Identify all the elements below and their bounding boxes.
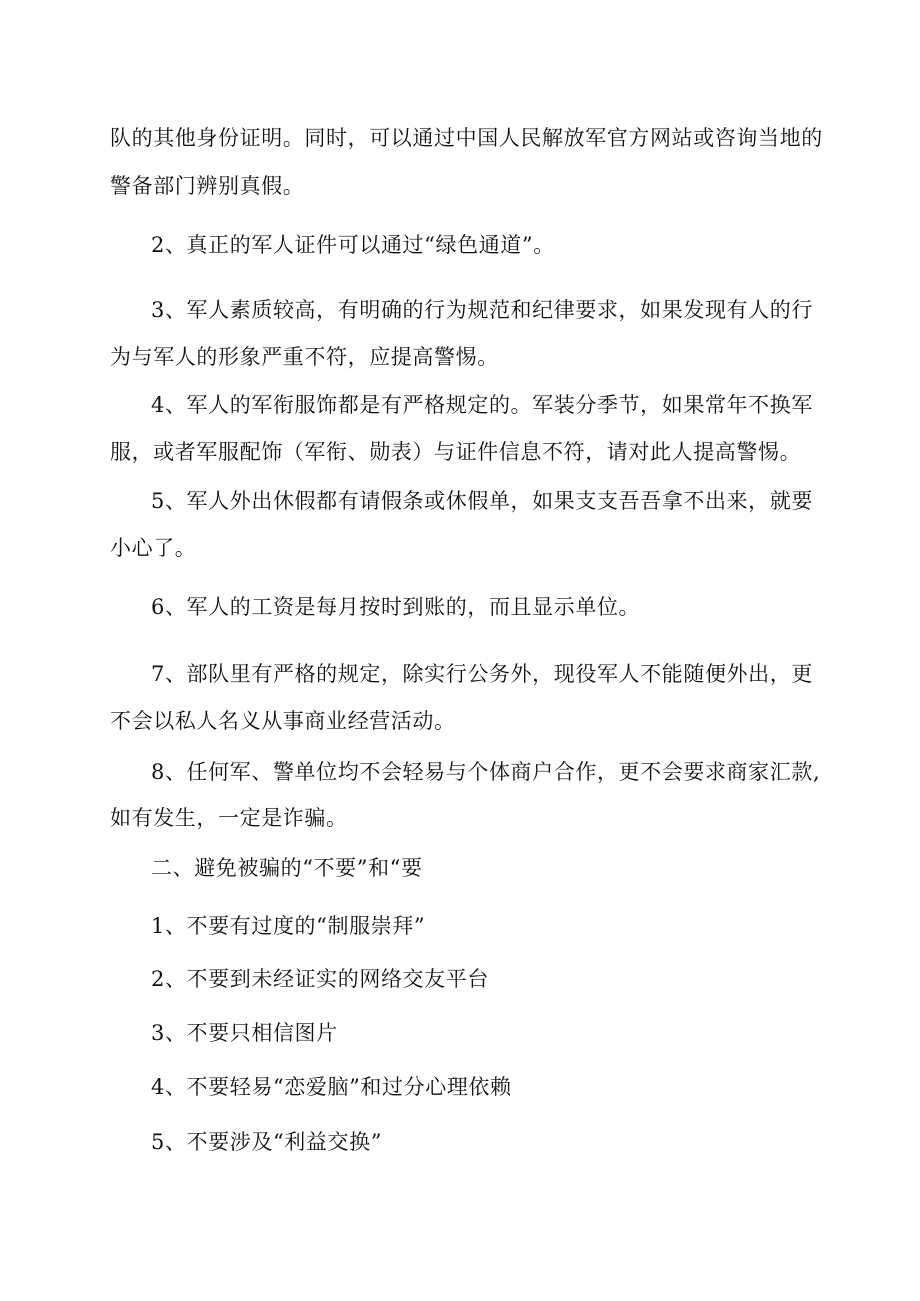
dont-item-5: 5、不要涉及“利益交换” bbox=[151, 1130, 383, 1154]
paragraph-continuation-line-2: 警备部门辨别真假。 bbox=[110, 174, 305, 198]
list-item-6-line-1: 6、军人的工资是每月按时到账的，而且显示单位。 bbox=[151, 595, 641, 619]
dont-item-2: 2、不要到未经证实的网络交友平台 bbox=[151, 967, 489, 991]
dont-item-3: 3、不要只相信图片 bbox=[151, 1021, 338, 1045]
paragraph-continuation-line-1: 队的其他身份证明。同时，可以通过中国人民解放军官方网站或咨询当地的 bbox=[110, 126, 823, 150]
section-heading: 二、避免被骗的“不要”和“要 bbox=[151, 856, 423, 880]
list-item-8-line-2: 如有发生，一定是诈骗。 bbox=[110, 806, 348, 830]
list-item-8-line-1: 8、任何军、警单位均不会轻易与个体商户合作，更不会要求商家汇款, bbox=[151, 760, 821, 784]
list-item-2-line-1: 2、真正的军人证件可以通过“绿色通道”。 bbox=[151, 233, 555, 257]
list-item-5-line-2: 小心了。 bbox=[110, 536, 197, 560]
list-item-3-line-1: 3、军人素质较高，有明确的行为规范和纪律要求，如果发现有人的行 bbox=[151, 298, 813, 322]
list-item-7-line-2: 不会以私人名义从事商业经营活动。 bbox=[110, 709, 456, 733]
list-item-5-line-1: 5、军人外出休假都有请假条或休假单，如果支支吾吾拿不出来，就要 bbox=[151, 489, 813, 513]
list-item-7-line-1: 7、部队里有严格的规定，除实行公务外，现役军人不能随便外出，更 bbox=[151, 662, 813, 686]
list-item-3-line-2: 为与军人的形象严重不符，应提高警惕。 bbox=[110, 345, 499, 369]
dont-item-1: 1、不要有过度的“制服崇拜” bbox=[151, 914, 426, 938]
list-item-4-line-2: 服，或者军服配饰（军衔、勋表）与证件信息不符，请对此人提高警惕。 bbox=[110, 440, 802, 464]
dont-item-4: 4、不要轻易“恋爱脑”和过分心理依赖 bbox=[151, 1075, 512, 1099]
list-item-4-line-1: 4、军人的军衔服饰都是有严格规定的。军装分季节，如果常年不换军 bbox=[151, 393, 813, 417]
